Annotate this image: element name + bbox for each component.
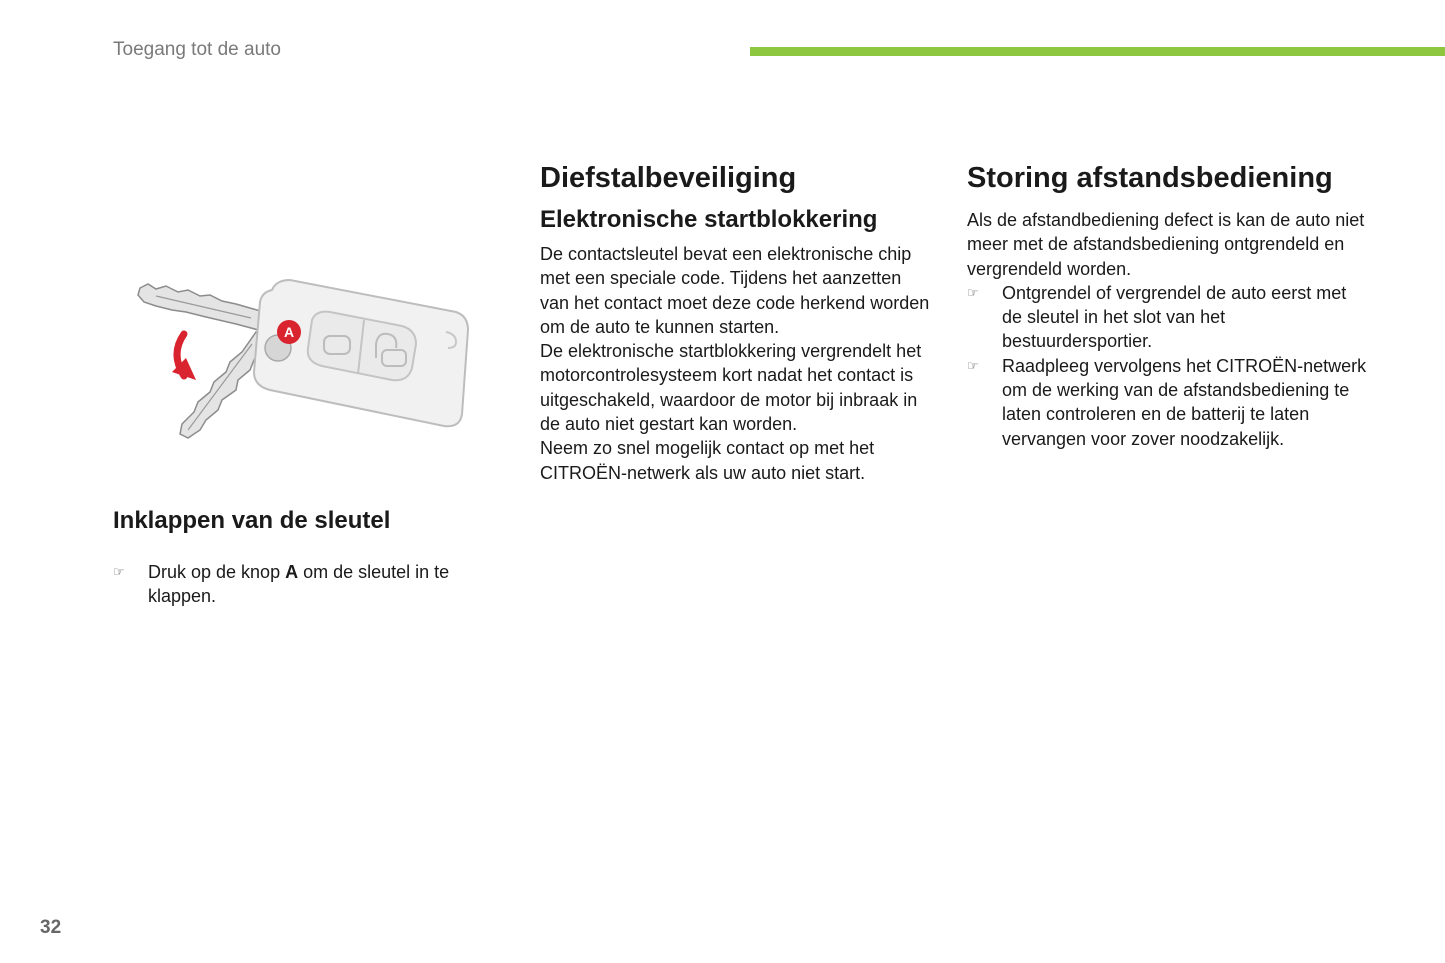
folding-key-heading: Inklappen van de sleutel xyxy=(113,507,391,534)
immobiliser-paragraph-1: De contactsleutel bevat een elektronische chip met een speciale code. Tijdens het aanzetten van het contact moet deze code herkend worden om de auto te kunnen starten. xyxy=(540,244,930,337)
section-title: Toegang tot de auto xyxy=(113,39,281,60)
bullet-hand-icon: ☞ xyxy=(967,284,979,300)
theft-protection-heading: Diefstalbeveiliging xyxy=(540,162,797,194)
folding-key-instruction xyxy=(113,560,508,609)
bullet-hand-icon: ☞ xyxy=(113,564,125,579)
instruction-text-after: om de sleutel in te klappen. xyxy=(148,562,450,607)
bullet-text: Ontgrendel of vergrendel de auto eerst met de sleutel in het slot van het bestuurdersportier. xyxy=(1002,282,1347,352)
remote-fault-intro: Als de afstandbediening defect is kan de auto niet meer met de afstandsbediening ontgrendeld en vergrendeld worden. xyxy=(967,210,1365,279)
remote-fault-heading: Storing afstandsbediening xyxy=(967,162,1333,194)
folding-key-icon xyxy=(126,262,476,452)
remote-fault-bullet-2 xyxy=(967,354,1367,451)
callout-label: A xyxy=(283,324,295,340)
accent-bar xyxy=(750,47,1445,56)
immobiliser-subheading: Elektronische startblokkering xyxy=(540,206,878,233)
page-number: 32 xyxy=(40,917,62,938)
remote-fault-section xyxy=(967,158,1367,451)
instruction-text-before: Druk op de knop xyxy=(148,562,286,582)
button-label-a: A xyxy=(285,562,299,582)
bullet-text: Raadpleeg vervolgens het CITROËN-netwerk om de werking van de afstandsbediening te laten controleren en de batterij te laten vervangen voor zover noodzakelijk. xyxy=(1002,355,1367,449)
theft-protection-section xyxy=(540,158,935,485)
immobiliser-paragraph-3: Neem zo snel mogelijk contact op met het CITROËN-netwerk als uw auto niet start. xyxy=(540,438,875,483)
immobiliser-paragraph-2: De elektronische startblokkering vergrendelt het motorcontrolesysteem kort nadat het contact is uitgeschakeld, waardoor de motor bij inbraak in de auto niet gestart kan worden. xyxy=(540,341,922,435)
bullet-hand-icon: ☞ xyxy=(967,357,979,373)
remote-fault-bullet-1 xyxy=(967,281,1367,354)
